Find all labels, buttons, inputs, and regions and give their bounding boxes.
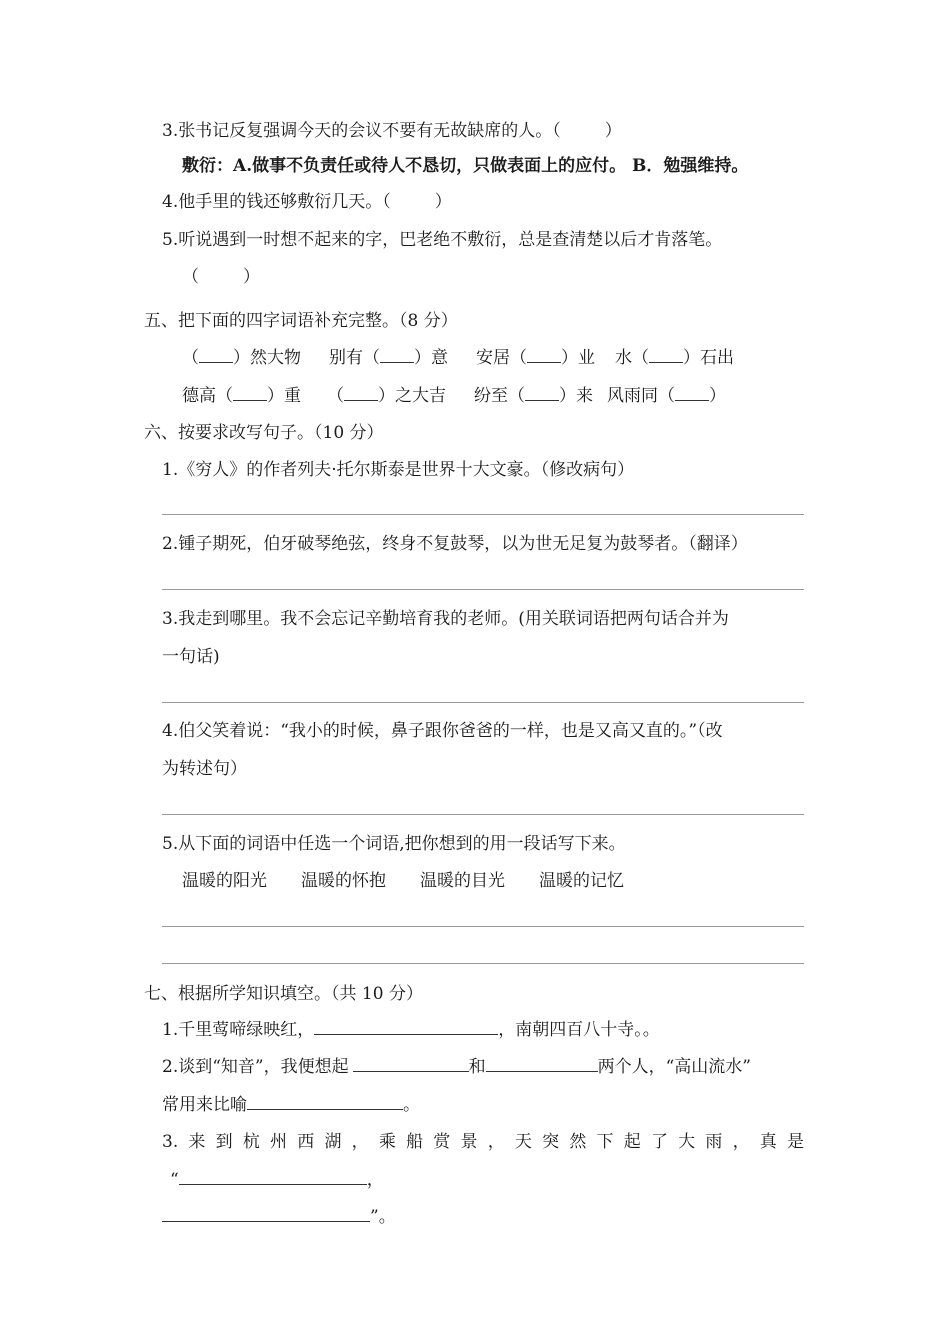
question-4-3: 3.张书记反复强调今天的会议不要有无故缺席的人。（ ） xyxy=(162,121,622,141)
answer-line-6-3[interactable] xyxy=(162,702,804,703)
idiom-item: 水（ ）石出 xyxy=(615,348,734,368)
question-6-3: 3.我走到哪里。我不会忘记辛勤培育我的老师。(用关联词语把两句话合并为 xyxy=(162,609,729,629)
question-7-3-line2: “ ， xyxy=(170,1170,384,1190)
idiom-item: 安居（ ）业 xyxy=(476,348,595,368)
answer-line-6-2[interactable] xyxy=(162,589,804,590)
question-7-1: 1.千里莺啼绿映红， ，南朝四百八十寺。。 xyxy=(162,1020,660,1040)
question-4-4: 4.他手里的钱还够敷衍几天。（ ） xyxy=(162,192,452,212)
question-7-2: 2.谈到“知音”，我便想起 和 两个人，“高山流水” xyxy=(162,1057,751,1077)
idiom-blank[interactable] xyxy=(527,348,561,363)
word-choice: 温暖的记忆 xyxy=(539,871,624,891)
answer-line-6-5b[interactable] xyxy=(162,963,804,964)
section-5-title: 五、把下面的四字词语补充完整。（8 分） xyxy=(144,311,458,331)
question-4-5: 5.听说遇到一时想不起来的字，巴老绝不敷衍，总是查清楚以后才肯落笔。 xyxy=(162,230,723,250)
question-6-2: 2.锺子期死，伯牙破琴绝弦，终身不复鼓琴，以为世无足复为鼓琴者。（翻译） xyxy=(162,534,748,554)
definition-fuyan: 敷衍：A.做事不负责任或待人不恳切，只做表面上的应付。 B．勉强维持。 xyxy=(182,156,749,176)
word-choice: 温暖的目光 xyxy=(420,871,505,891)
question-7-2-cont: 常用来比喻 。 xyxy=(162,1095,420,1115)
idiom-item: 纷至（ ）来 xyxy=(474,386,593,406)
section-7-title: 七、根据所学知识填空。（共 10 分） xyxy=(144,984,423,1004)
idiom-item: （ ）然大物 xyxy=(182,348,301,368)
question-7-3: 3.来到杭州西湖，乘船赏景，天突然下起了大雨，真是 xyxy=(162,1132,804,1152)
fill-blank-7-2a[interactable] xyxy=(353,1055,469,1072)
section-6-title: 六、按要求改写句子。（10 分） xyxy=(144,423,384,443)
word-choice: 温暖的怀抱 xyxy=(301,871,386,891)
question-6-5: 5.从下面的词语中任选一个词语,把你想到的用一段话写下来。 xyxy=(162,834,626,854)
idiom-blank[interactable] xyxy=(525,386,559,401)
idiom-blank[interactable] xyxy=(199,348,233,363)
question-7-3-line3: ”。 xyxy=(162,1205,396,1229)
question-6-3-cont: 一句话) xyxy=(162,647,220,667)
idiom-blank[interactable] xyxy=(344,386,378,401)
answer-line-6-4[interactable] xyxy=(162,814,804,815)
question-6-1: 1.《穷人》的作者列夫·托尔斯泰是世界十大文豪。（修改病句） xyxy=(162,460,635,480)
idiom-blank[interactable] xyxy=(380,348,414,363)
word-choice: 温暖的阳光 xyxy=(182,871,267,891)
fill-blank-7-2b[interactable] xyxy=(486,1055,598,1072)
idiom-row-1 xyxy=(182,346,734,370)
question-6-4-cont: 为转述句） xyxy=(162,759,247,779)
fill-blank-7-1[interactable] xyxy=(314,1018,498,1035)
fill-blank-7-3b[interactable] xyxy=(162,1205,370,1222)
idiom-blank[interactable] xyxy=(649,348,683,363)
question-4-5-paren: （ ） xyxy=(182,267,260,287)
idiom-item: （ ）之大吉 xyxy=(327,386,446,406)
idiom-row-2 xyxy=(182,384,726,408)
question-6-4: 4.伯父笑着说：“我小的时候，鼻子跟你爸爸的一样，也是又高又直的。”（改 xyxy=(162,721,723,741)
word-choices xyxy=(182,869,624,893)
idiom-item: 风雨同（ ） xyxy=(607,386,726,406)
idiom-item: 德高（ ）重 xyxy=(182,386,301,406)
idiom-blank[interactable] xyxy=(675,386,709,401)
idiom-item: 别有（ ）意 xyxy=(329,348,448,368)
answer-line-6-5a[interactable] xyxy=(162,926,804,927)
idiom-blank[interactable] xyxy=(233,386,267,401)
answer-line-6-1[interactable] xyxy=(162,514,804,515)
fill-blank-7-3a[interactable] xyxy=(179,1168,367,1185)
fill-blank-7-2c[interactable] xyxy=(247,1093,403,1110)
